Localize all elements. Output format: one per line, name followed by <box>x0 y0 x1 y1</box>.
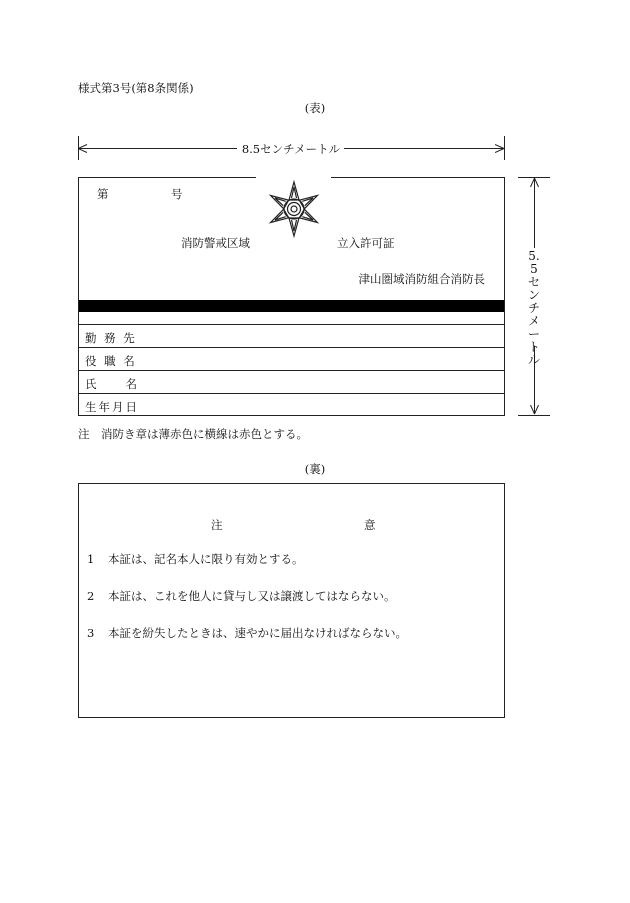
field-name: 氏 名 <box>85 377 139 391</box>
arrow-up-icon <box>530 178 539 188</box>
arrow-right-icon <box>495 144 505 153</box>
field-position: 役 職 名 <box>85 354 137 368</box>
dim-line-left <box>79 148 237 149</box>
number-first: 第 <box>97 187 109 201</box>
fire-department-emblem-icon <box>262 179 326 239</box>
width-label: 8.5センチメートル <box>241 142 341 156</box>
zone-text: 消防警戒区域 <box>181 236 250 250</box>
number-suffix: 号 <box>171 187 183 201</box>
list-item: 1 本証は、記名本人に限り有効とする。 <box>87 552 304 566</box>
form-title: 様式第3号(第8条関係) <box>78 81 194 95</box>
arrow-down-icon <box>530 405 539 415</box>
front-card <box>78 177 505 416</box>
list-item: 2 本証は、これを他人に貸与し又は譲渡してはならない。 <box>87 589 396 603</box>
back-card <box>78 483 505 718</box>
issuer: 津山圏域消防組合消防長 <box>358 272 485 286</box>
note: 注 消防き章は薄赤色に横線は赤色とする。 <box>78 427 308 441</box>
dim-line-right <box>344 148 504 149</box>
height-label: 5.5センチメートル <box>527 249 540 367</box>
red-stripe <box>79 300 504 312</box>
arrow-left-icon <box>78 144 88 153</box>
front-label: (表) <box>304 101 326 115</box>
back-title-right: 意 <box>364 518 376 532</box>
dim-tick-bottom <box>518 415 550 416</box>
field-workplace: 勤 務 先 <box>85 331 137 345</box>
dim-vline-top <box>534 178 535 248</box>
back-label: (裏) <box>304 462 326 476</box>
back-title-left: 注 <box>211 518 223 532</box>
permit-text: 立入許可証 <box>337 236 395 250</box>
field-birthdate: 生年月日 <box>85 400 139 414</box>
list-item: 3 本証を紛失したときは、速やかに届出なければならない。 <box>87 626 407 640</box>
